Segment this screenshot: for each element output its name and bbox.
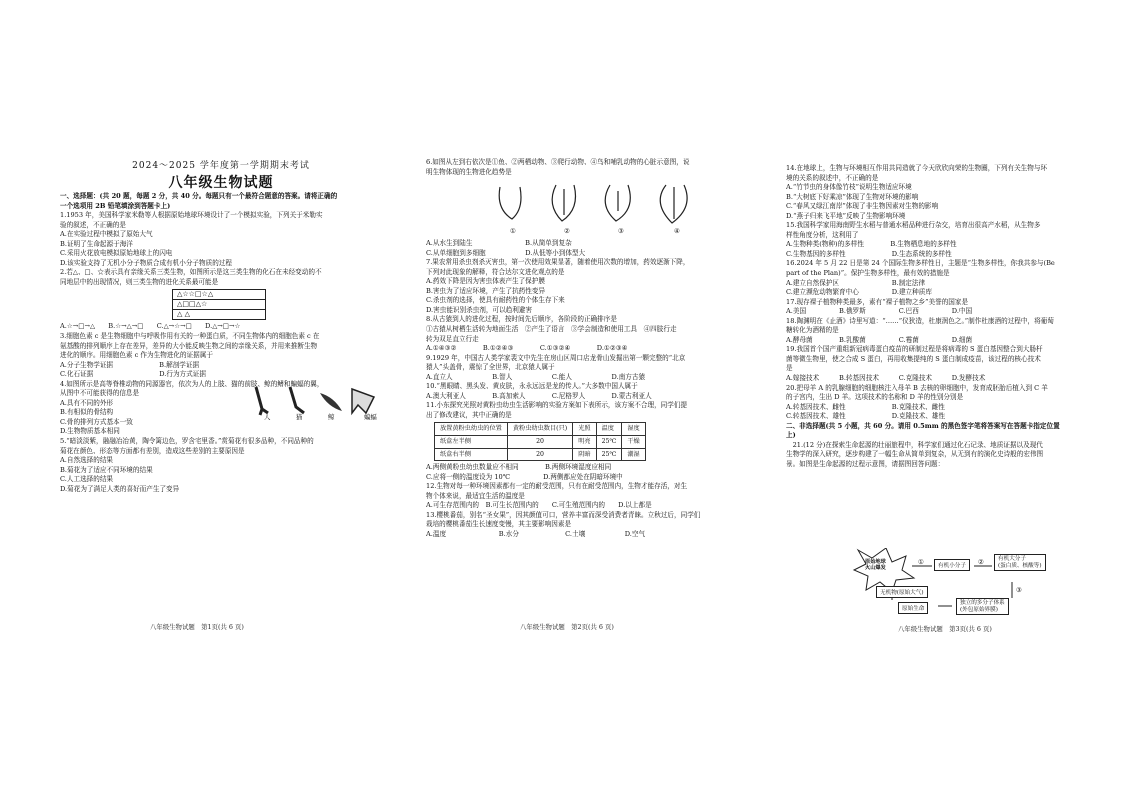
heart-label-4: ④: [674, 227, 680, 236]
stratum-layer: △ △: [177, 310, 190, 319]
option-line: C.化石证据 D.行为方式证据: [60, 370, 206, 379]
heart-label-1: ①: [510, 227, 516, 236]
option-line: C.生物基因的多样性 D.生态系统的多样性: [786, 249, 952, 258]
whale-flipper-icon: [320, 393, 342, 411]
table-header-cell: 湿度: [622, 423, 645, 436]
origin-of-life-diagram: [852, 548, 1072, 620]
question-line: 11.小东探究光照对黄粉虫幼虫生活影响的实验方案如下表所示，该方案不合理，同学们提: [426, 401, 688, 410]
exam-year: 2024～2025 学年度第一学期期末考试: [132, 161, 310, 171]
question-line: 14.在地球上，生物与环境相互作用共同造就了今天欣欣向荣的生物圈，下列有关生物与环: [786, 164, 1048, 172]
flow-mark-1: ①: [918, 558, 924, 566]
option-line: A.分子生物学证据 B.解剖学证据: [60, 360, 200, 369]
option-line: A.可生存范围内的 B.可生长范围内的 C.可生殖范围内的 D.以上都是: [426, 501, 652, 510]
option-line: C.采用火花放电模拟原始地球上的闪电: [60, 249, 173, 258]
question-line: 9.1929 年，中国古人类学家裴文中先生在房山区周口店龙骨山发掘出第一颗完整的“北京: [426, 353, 686, 362]
option-line: A.建立自然保护区 B.制定法律: [786, 278, 926, 287]
question-line: 猿人”头盖骨，震惊了全世界，北京猿人属于: [426, 363, 555, 372]
table-cell: 明亮: [573, 436, 596, 449]
table-cell: 25℃: [596, 448, 622, 461]
option-line: A.自然选择的结果: [60, 456, 114, 465]
option-line: A.生物种类(物种)的多样性 B.生物栖息地的多样性: [786, 240, 957, 249]
option-line: B.害虫为了适应环境，产生了抗药性变异: [426, 286, 546, 295]
table-row: [435, 436, 646, 449]
question-line: 境的关系的叙述中，不正确的是: [786, 173, 879, 182]
limb-label-cat: 猫: [296, 413, 303, 422]
question-line: 景。如图是生命起源的过程示意图，请据图回答问题：: [786, 459, 945, 468]
question-line: 7.果农常用杀虫剂杀灭害虫，第一次使用效果显著，随着使用次数的增加，药效逐渐下降，: [426, 258, 690, 267]
mealworm-experiment-table: [434, 422, 646, 461]
page-footer-2: 八年级生物试题 第2页(共 6 页): [520, 623, 614, 631]
section-heading: 二、非选择题(共 5 小题，共 60 分。请用 0.5mm 的黑色签字笔将答案写在答题卡指定位置: [786, 421, 1060, 430]
reptile-heart-icon: [605, 185, 630, 221]
question-line: 8.从古猿到人的进化过程，按时间先后顺序，各阶段的正确排序是: [426, 315, 617, 324]
table-cell: 阴暗: [573, 448, 596, 461]
table-cell: 干燥: [622, 436, 645, 449]
table-cell: 20: [507, 436, 572, 449]
option-line: A.“竹节虫的身体像竹枝”说明生物适应环境: [786, 183, 912, 192]
question-line: 验的叙述，不正确的是: [60, 220, 126, 229]
option-line: D.害虫能识别杀虫剂，可以趋利避害: [426, 305, 533, 314]
question-line: 明生物体现的生物进化趋势是: [426, 167, 512, 176]
question-line: 12.生物对每一种环境因素都有一定的耐受范围，只有在耐受范围内，生物才能存活，对生: [426, 482, 688, 491]
option-line: A.药效下降是因为害虫体表产生了保护膜: [426, 277, 545, 286]
stratum-layer: △☆☆□☆△: [173, 290, 265, 300]
question-line: 氨基酸的排列顺序上存在差异，差异的大小能反映生物之间的亲缘关系，并用来推断生物: [60, 341, 318, 350]
option-line: C.从单细胞到多细胞 D.从低等小到体型大: [426, 248, 586, 257]
flow-inorganic: 无机物(原始大气): [876, 586, 928, 598]
question-line: 生物学的深入研究，逐步构建了一幅生命从简单到复杂，从无到有的演化史诗般的宏伟图: [786, 450, 1044, 459]
table-header-cell: 温度: [596, 423, 622, 436]
question-line: 栽培的樱桃番茄生长速度变慢，其主要影响因素是: [426, 520, 572, 529]
question-line: 同地层中的出现情况，则三类生物的进化关系最可能是: [60, 277, 219, 286]
question-line: 1.1953 年，美国科学家米勒等人根据原始地球环境设计了一个模拟实验，下列关于米勒实: [60, 211, 323, 220]
table-header-cell: 光照: [573, 423, 596, 436]
option-line: A.☆→□→△ B.☆→△→□ C.△→☆→□ D.△→□→☆: [60, 322, 241, 331]
heart-label-3: ③: [618, 227, 624, 236]
question-line: 18.陶渊明在《止酒》诗里写道：“……”仪狄造，杜康润色之。”制作杜康酒的过程中，将葡萄: [786, 316, 1054, 325]
section-heading-cont: 一个选项用 2B 铅笔填涂到答题卡上): [60, 201, 171, 210]
question-line: 6.如图从左到右依次是①鱼、②两栖动物、③爬行动物、④鸟和哺乳动物的心脏示意图，说: [426, 158, 690, 166]
option-line: A.温度 B.水分 C.土壤 D.空气: [426, 529, 646, 538]
table-cell: 20: [507, 448, 572, 461]
question-line: 13.樱桃番茄，别名“圣女果”，因其颜值可口，营养丰富而深受消费者青睐。立秋过后，同学们: [426, 510, 701, 519]
question-line: 是: [786, 364, 793, 373]
question-line: ①古猿从树栖生活转为地面生活 ②产生了语言 ③学会制造和使用工具 ④四肢行走: [426, 325, 677, 334]
question-line: 菊花在颜色、形态等方面都有差别，造成这些差别的主要原因是: [60, 446, 245, 455]
option-line: D.菊花为了满足人类的喜好而产生了变异: [60, 484, 180, 493]
flow-mark-2: ②: [978, 558, 984, 566]
option-line: C.建立濒危动物繁育中心 D.建立种质库: [786, 288, 932, 297]
option-line: B.菊花为了适应不同环境的结果: [60, 465, 153, 474]
option-line: C.应将一侧的温度设为 10℃ D.两侧都应处在阴暗环境中: [426, 472, 623, 481]
option-line: C.人工选择的结果: [60, 475, 114, 484]
page-footer-1: 八年级生物试题 第1页(共 6 页): [150, 623, 244, 631]
page-footer-3: 八年级生物试题 第3页(共 6 页): [898, 625, 992, 633]
question-line: 3.细胞色素 c 是生物细胞中与呼吸作用有关的一种蛋白质，不同生物体内的细胞色素 c 在: [60, 332, 320, 341]
flow-multimolecular-system: 独立的多分子体系 (外包原始界膜): [956, 598, 1009, 615]
question-line: 5.“暗淡淡紫，融融冶冶黄，陶令篱边色，罗含宅里香。”赏菊花有很多品种，不同品种的: [60, 437, 314, 446]
question-line: 21.(12 分)在探索生命起源的壮丽旅程中，科学家们通过化石记录、地质证据以及现代: [786, 440, 1043, 449]
option-line: A.美国 B.俄罗斯 C.巴西 D.中国: [786, 307, 973, 316]
option-line: C.“春风又绿江南岸”体现了非生物因素对生物的影响: [786, 202, 939, 211]
q4-block: [60, 389, 382, 437]
cat-leg-icon: [290, 387, 304, 413]
option-line: A.从水生到陆生 B.从简单到复杂: [426, 239, 572, 248]
human-arm-icon: [256, 387, 268, 415]
table-cell: 潮湿: [622, 448, 645, 461]
table-header-cell: 黄粉虫幼虫数目(只): [507, 423, 572, 436]
question-line: 10.“黑眼睛、黑头发、黄皮肤，永永远远是龙的传人。”大多数中国人属于: [426, 382, 638, 391]
option-line: A.直立人 B.智人 C.能人 D.南方古猿: [426, 372, 646, 381]
option-line: A.具有不同的外形: [60, 398, 114, 407]
mammal-heart-icon: [660, 185, 687, 223]
option-line: B.有相似的骨结构: [60, 408, 114, 417]
heart-label-2: ②: [564, 227, 570, 236]
option-line: A.嫁接技术 B.转基因技术 C.克隆技术 D.发酵技术: [786, 374, 986, 383]
option-line: A.澳大利亚人 B.高加索人 C.尼格罗人 D.蒙古利亚人: [426, 391, 652, 400]
limb-label-bat: 蝙蝠: [364, 413, 377, 422]
question-line: 从图中不可能获得的信息是: [60, 389, 140, 398]
option-line: A.转基因技术、雌性 B.克隆技术、雌性: [786, 402, 945, 411]
question-line: 下列对此现象的解释，符合达尔文进化观点的是: [426, 267, 565, 276]
option-line: C.骨的排列方式基本一致: [60, 417, 133, 426]
table-cell: 25℃: [596, 436, 622, 449]
limb-label-whale: 鲸: [328, 413, 335, 422]
option-line: A.在实验过程中模拟了原始大气: [60, 230, 153, 239]
question-line: 的子宫内，生出 D 羊。这项技术的名称和 D 羊的性别分别是: [786, 393, 964, 402]
option-line: B.证明了生命起源于海洋: [60, 239, 133, 248]
question-line: 20.把母羊 A 的乳腺细胞的细胞核注入母羊 B 去核的卵细胞中，发育成胚胎后植入到 C 羊: [786, 383, 1048, 392]
question-line: 出了修改建议，其中正确的是: [426, 410, 512, 419]
option-line: D.该实验支持了无机小分子物质合成有机小分子物质的过程: [60, 258, 232, 267]
table-row: [435, 448, 646, 461]
table-cell: 纸盒左半侧: [435, 436, 508, 449]
stratum-layer: △□□△☆: [173, 300, 265, 310]
question-line: 16.2024 年 5 月 22 日是第 24 个国际生物多样性日，主题是“生物多样性，你我共参与(Be: [786, 259, 1055, 268]
section-heading: 一、选择题：(共 20 题，每题 2 分，共 40 分。每题只有一个最符合题意的答案。请将正确的: [60, 192, 338, 200]
question-line: 2.若△、□、☆表示具有亲缘关系三类生物，如图所示是这三类生物的化石在未经变动的不: [60, 268, 322, 277]
flow-start-node: 原始地球 火山爆发: [865, 559, 886, 571]
question-line: 菌等微生物里，使之合成 S 蛋白，再用收集提纯的 S 蛋白制成疫苗，该过程的核心技术: [786, 354, 1041, 363]
option-line: C.杀虫剂的选择，使具有耐药性的个体生存下来: [426, 296, 565, 305]
option-line: D.生物物质基本相同: [60, 427, 120, 436]
table-cell: 纸盒右半侧: [435, 448, 508, 461]
question-line: 进化的顺序。用细胞色素 c 作为生物进化的证据属于: [60, 351, 213, 360]
option-line: B.“大树底下好乘凉”体现了生物对环境的影响: [786, 192, 919, 201]
column-page-2: [426, 158, 748, 540]
heart-diagrams-figure: [426, 179, 748, 237]
question-line: 样性角度分析，这利用了: [786, 230, 859, 239]
table-header-cell: 放置黄粉虫幼虫的位置: [435, 423, 508, 436]
table-header-row: [435, 423, 646, 436]
option-line: A.①④③② B.①②④③ C.①③②④ D.①②③④: [426, 344, 628, 353]
flow-primitive-life: 原始生命: [898, 602, 928, 614]
column-page-1: [60, 192, 382, 494]
exam-title: 八年级生物试题: [168, 175, 274, 191]
hearts-svg: [490, 179, 730, 229]
bat-wing-icon: [352, 389, 374, 413]
question-line: 糖转化为酒精的是: [786, 326, 839, 335]
fish-heart-icon: [499, 187, 521, 219]
fossil-strata-figure: [172, 289, 266, 320]
option-line: A.两侧黄粉虫幼虫数量应不相同 B.两侧环境湿度应相同: [426, 463, 612, 472]
column-page-3: [786, 164, 1100, 470]
section-heading-cont: 上): [786, 431, 796, 440]
question-line: 物个体来说，最适宜生活的温度是: [426, 491, 525, 500]
question-line: part of the Plan)”。保护生物多样性，最有效的措施是: [786, 269, 950, 278]
option-line: D.“燕子归来飞平地”反映了生物影响环境: [786, 211, 906, 220]
flow-large-molecules: 有机大分子 (蛋白质、核酸等): [994, 554, 1046, 571]
question-line: 转为双足直立行走: [426, 334, 479, 343]
question-line: 17.现存裸子植物种类最多，素有“裸子植物之乡”美誉的国家是: [786, 297, 969, 306]
question-line: 15.我国科学家用海南野生水稻与普通水稻品种进行杂交，培育出很高产水稻，从生物多: [786, 221, 1041, 230]
question-line: 19.我国首个国产重组新冠病毒蛋白疫苗的研制过程是将病毒的 S 蛋白基因整合到大肠杆: [786, 345, 1043, 354]
flow-mark-3: ③: [1016, 586, 1022, 594]
question-line: 4.如图所示是高等脊椎动物的同源器官，依次为人的上肢、猫的前肢、鲸的鳍和蝙蝠的翼，: [60, 379, 324, 388]
amphibian-heart-icon: [552, 185, 575, 221]
option-line: C.转基因技术、雄性 D.克隆技术、雄性: [786, 412, 946, 421]
limb-label-human: 人: [264, 413, 271, 422]
flow-small-molecules: 有机小分子: [934, 559, 970, 571]
option-line: A.酵母菌 B.乳酸菌 C.霉菌 D.细菌: [786, 335, 973, 344]
